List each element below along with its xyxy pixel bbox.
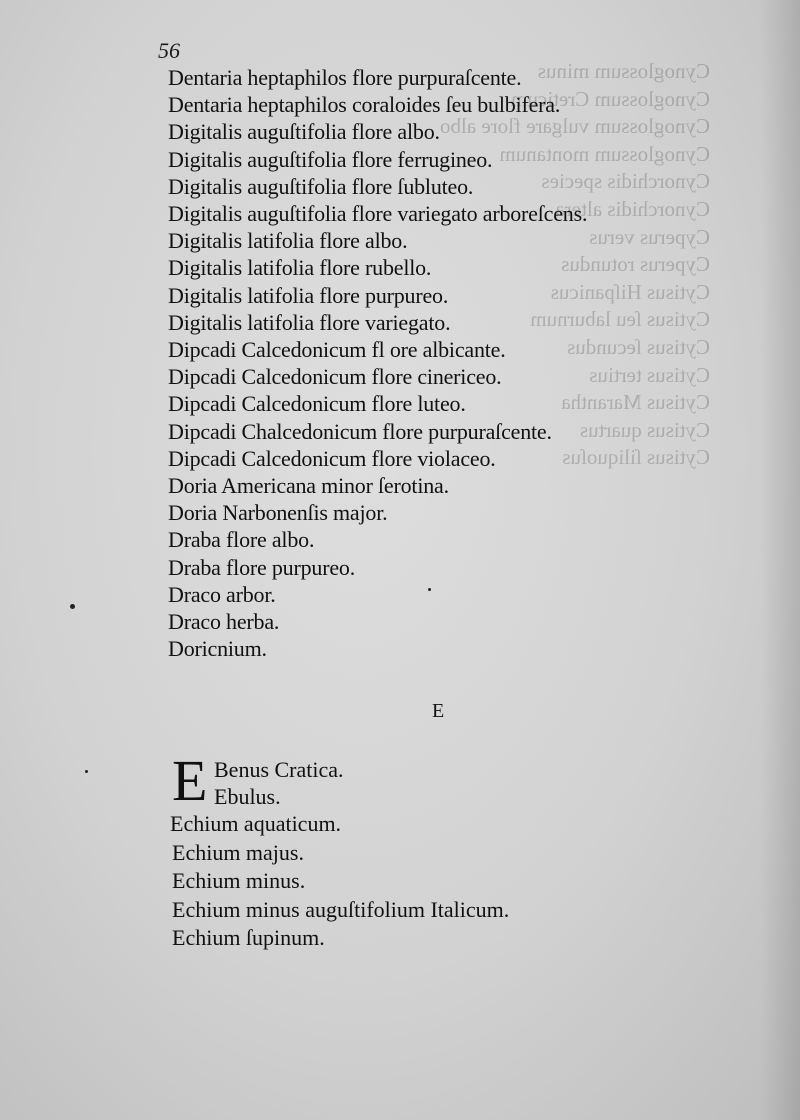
ink-speck [70, 604, 75, 609]
first-entries-e [214, 756, 344, 810]
list-item: Benus Cratica. [214, 757, 344, 782]
list-item: Digitalis latifolia flore purpureo. [168, 282, 449, 308]
list-item: Echium majus. [172, 839, 304, 865]
list-item: Echium ſupinum. [172, 925, 325, 951]
list-item: Digitalis auguſtifolia flore variegato arboreſcens. [168, 201, 588, 227]
list-item: Digitalis latifolia flore variegato. [168, 309, 451, 335]
list-item: Digitalis auguſtifolia flore ſubluteo. [168, 173, 474, 199]
list-item: Dentaria heptaphilos coraloides ſeu bulbifera. [168, 92, 561, 118]
list-item: Draco arbor. [168, 581, 276, 607]
bleed-through-text: Cynoglossum minus Cynoglossum Creticum Cynoglossum vulgare flore albo Cynoglossum montanum Cynorchidis species Cynorchidis altera Cyperus verus Cyperus rotundus Cytisus Hiſpanicus Cytisus ſeu laburnum Cytisus ſecundus Cytisus tertius Cytisus Marantha Cytisus quartus Cytisus ſiliquoſus [439, 59, 710, 470]
ink-speck [428, 588, 431, 591]
list-item: Dentaria heptaphilos flore purpuraſcente. [168, 65, 522, 90]
list-item: Digitalis latifolia flore rubello. [168, 255, 432, 281]
list-item: Dipcadi Chalcedonicum flore purpuraſcente. [168, 418, 552, 444]
page-number: 56 [158, 38, 180, 63]
list-item: Digitalis auguſtifolia flore albo. [168, 119, 440, 145]
list-item: Draba flore purpureo. [168, 554, 355, 580]
list-item: Digitalis auguſtifolia flore ferrugineo. [168, 146, 493, 172]
list-item: Echium minus auguſtifolium Italicum. [172, 896, 510, 922]
list-item: Doria Narbonenſis major. [168, 500, 388, 526]
list-item: Doria Americana minor ſerotina. [168, 473, 449, 499]
ink-speck [85, 770, 88, 773]
drop-cap-initial: E [172, 748, 208, 813]
list-item: Dipcadi Calcedonicum flore violaceo. [168, 445, 496, 471]
list-item: Ebulus. [214, 784, 281, 810]
list-item: Digitalis latifolia flore albo. [168, 228, 408, 254]
entries-e-list [172, 810, 732, 953]
page-edge-shadow [760, 0, 800, 1120]
list-item: Echium minus. [172, 868, 306, 894]
list-item: Echium aquaticum. [170, 811, 342, 836]
section-heading: E [432, 700, 445, 722]
list-item: Dipcadi Calcedonicum flore luteo. [168, 391, 466, 417]
list-item: Dipcadi Calcedonicum flore cinericeo. [168, 364, 502, 390]
list-item: Dipcadi Calcedonicum fl ore albicante. [168, 337, 506, 363]
entries-d-list [168, 64, 728, 662]
list-item: Draco herba. [168, 609, 280, 635]
list-item: Draba flore albo. [168, 527, 315, 553]
list-item: Doricnium. [168, 636, 267, 662]
